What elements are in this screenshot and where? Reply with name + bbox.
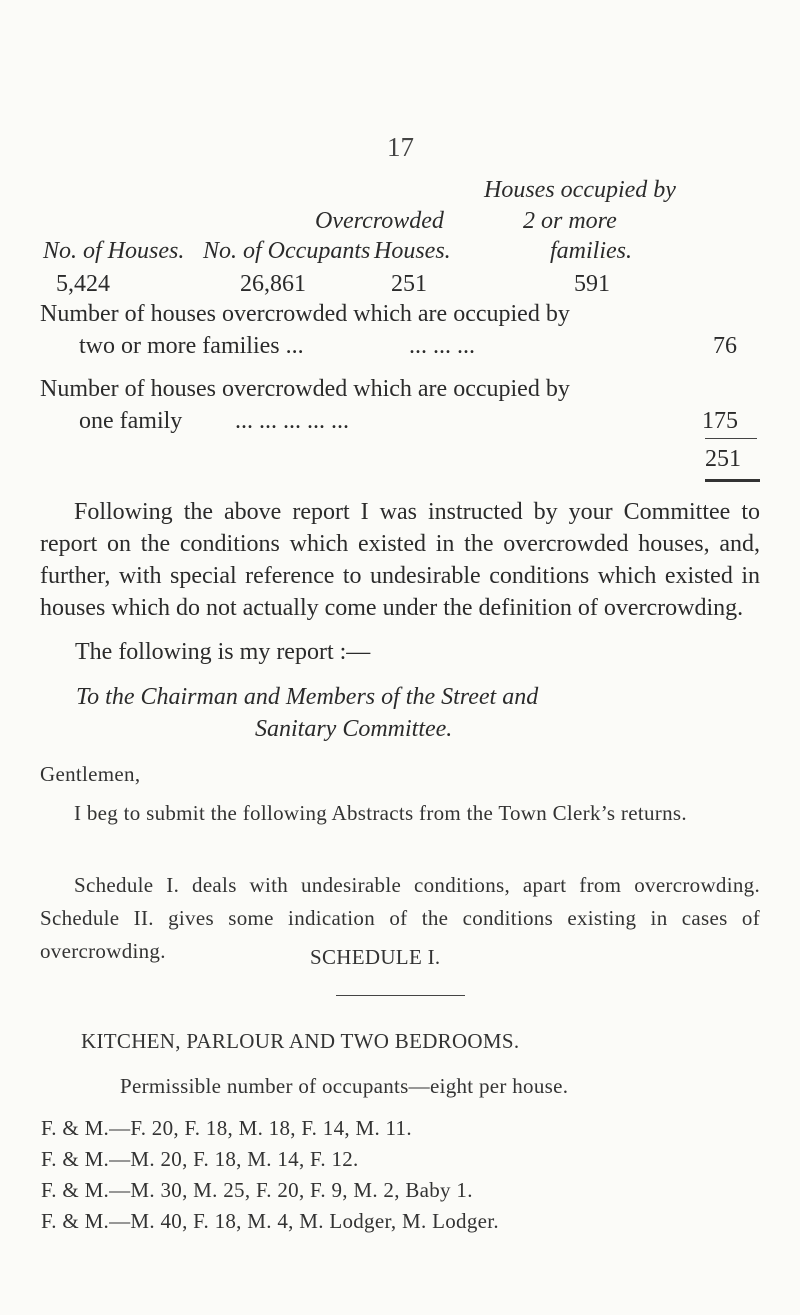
breakdown-line1-a: Number of houses overcrowded which are occupied by bbox=[40, 301, 570, 327]
table-value-two-or-more: 591 bbox=[574, 271, 610, 297]
table-header-families: families. bbox=[550, 238, 632, 264]
report-address-line1: To the Chairman and Members of the Street and bbox=[76, 684, 539, 710]
breakdown-line1-b: two or more families ... bbox=[79, 333, 304, 359]
breakdown-line1-dots: ... ... ... bbox=[409, 333, 475, 359]
breakdown-line2-b: one family bbox=[79, 408, 183, 434]
section-title: KITCHEN, PARLOUR AND TWO BEDROOMS. bbox=[81, 1029, 520, 1053]
breakdown-total: 251 bbox=[705, 446, 741, 472]
schedule-entry-4: F. & M.—M. 40, F. 18, M. 4, M. Lodger, M. Lodger. bbox=[41, 1209, 499, 1233]
subtotal-rule bbox=[705, 438, 757, 439]
table-header-two-or-more: 2 or more bbox=[523, 208, 617, 234]
breakdown-line2-dots: ... ... ... ... ... bbox=[235, 408, 349, 434]
table-header-no-of-occupants: No. of Occupants bbox=[203, 238, 371, 264]
report-intro: I beg to submit the following Abstracts from the Town Clerk’s returns. bbox=[74, 801, 687, 825]
schedule-divider bbox=[336, 995, 465, 996]
schedule-entry-3: F. & M.—M. 30, M. 25, F. 20, F. 9, M. 2, Baby 1. bbox=[41, 1178, 473, 1202]
table-header-overcrowded: Overcrowded bbox=[315, 208, 444, 234]
page-number: 17 bbox=[387, 132, 414, 162]
breakdown-line2-a: Number of houses overcrowded which are occupied by bbox=[40, 376, 570, 402]
total-rule bbox=[705, 479, 760, 482]
schedule-title: SCHEDULE I. bbox=[310, 945, 441, 969]
table-header-houses: Houses. bbox=[374, 238, 451, 264]
table-value-houses: 5,424 bbox=[56, 271, 110, 297]
table-header-houses-occupied-by: Houses occupied by bbox=[484, 177, 676, 203]
breakdown-line2-value: 175 bbox=[702, 408, 738, 434]
report-address-line2: Sanitary Committee. bbox=[255, 716, 453, 742]
table-header-no-of-houses: No. of Houses. bbox=[43, 238, 185, 264]
permissible-occupants: Permissible number of occupants—eight per house. bbox=[120, 1074, 569, 1098]
report-schedules-note: Schedule I. deals with undesirable conditions, apart from overcrowding. Schedule II. gives some indication of the conditions existing in cases of overcrowding. bbox=[40, 873, 760, 963]
paragraph-following-report: Following the above report I was instructed by your Committee to report on the conditions which existed in the overcrowded houses, and, further, with special reference to undesirable conditions which existed in houses which do not actually come under the definition of overcrowding. bbox=[40, 499, 760, 621]
table-value-occupants: 26,861 bbox=[240, 271, 306, 297]
table-value-overcrowded: 251 bbox=[391, 271, 427, 297]
breakdown-line1-value: 76 bbox=[713, 333, 737, 359]
schedule-entry-1: F. & M.—F. 20, F. 18, M. 18, F. 14, M. 11. bbox=[41, 1116, 412, 1140]
schedule-entry-2: F. & M.—M. 20, F. 18, M. 14, F. 12. bbox=[41, 1147, 359, 1171]
salutation: Gentlemen, bbox=[40, 762, 141, 786]
paragraph-following-is-my-report: The following is my report :— bbox=[75, 639, 371, 665]
